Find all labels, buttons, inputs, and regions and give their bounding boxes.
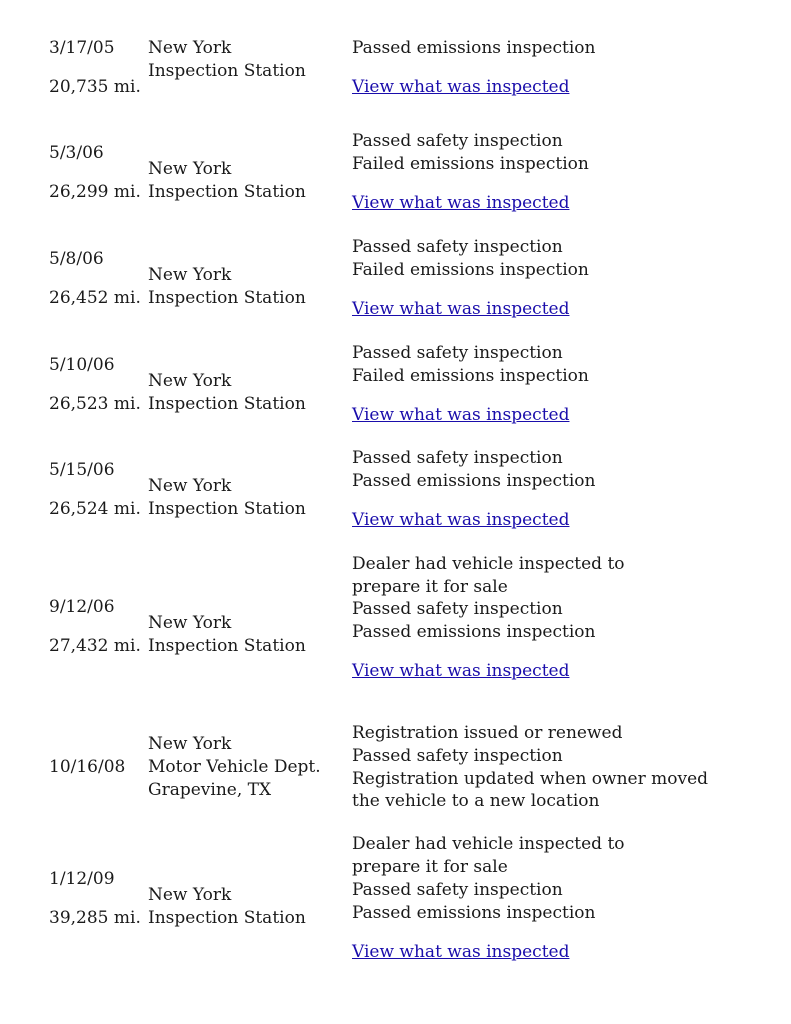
view-inspection-link[interactable]: View what was inspected bbox=[352, 193, 570, 213]
record-source-line: Inspection Station bbox=[148, 636, 306, 656]
record-source-line: New York bbox=[148, 734, 232, 754]
record-source-line: Inspection Station bbox=[148, 908, 306, 928]
record-date: 5/8/06 bbox=[49, 249, 104, 269]
record-detail-line: Registration issued or renewed bbox=[352, 723, 623, 743]
view-inspection-link[interactable]: View what was inspected bbox=[352, 661, 570, 681]
record-source-line: New York bbox=[148, 265, 232, 285]
record-date: 9/12/06 bbox=[49, 597, 115, 617]
record-source-line: New York bbox=[148, 159, 232, 179]
record-detail-line: prepare it for sale bbox=[352, 857, 508, 877]
record-source-line: Grapevine, TX bbox=[148, 780, 272, 800]
record-source-line: Motor Vehicle Dept. bbox=[148, 757, 321, 777]
record-detail-line: Passed emissions inspection bbox=[352, 903, 596, 923]
record-detail-line: Passed emissions inspection bbox=[352, 471, 596, 491]
record-detail-line: Passed safety inspection bbox=[352, 237, 563, 257]
record-detail-line: Passed safety inspection bbox=[352, 880, 563, 900]
record-detail-line: the vehicle to a new location bbox=[352, 791, 600, 811]
record-source-line: New York bbox=[148, 38, 232, 58]
record-mileage: 26,523 mi. bbox=[49, 394, 141, 414]
record-mileage: 27,432 mi. bbox=[49, 636, 141, 656]
record-source-line: Inspection Station bbox=[148, 288, 306, 308]
record-detail-line: Passed emissions inspection bbox=[352, 38, 596, 58]
record-detail-line: Failed emissions inspection bbox=[352, 366, 589, 386]
record-detail-line: Failed emissions inspection bbox=[352, 154, 589, 174]
record-date: 5/15/06 bbox=[49, 460, 115, 480]
record-date: 5/10/06 bbox=[49, 355, 115, 375]
record-mileage: 20,735 mi. bbox=[49, 77, 141, 97]
record-detail-line: Passed safety inspection bbox=[352, 343, 563, 363]
record-source-line: Inspection Station bbox=[148, 61, 306, 81]
view-inspection-link[interactable]: View what was inspected bbox=[352, 299, 570, 319]
record-source-line: New York bbox=[148, 885, 232, 905]
record-date: 5/3/06 bbox=[49, 143, 104, 163]
record-detail-line: Dealer had vehicle inspected to bbox=[352, 834, 625, 854]
view-inspection-link[interactable]: View what was inspected bbox=[352, 510, 570, 530]
view-inspection-link[interactable]: View what was inspected bbox=[352, 77, 570, 97]
record-mileage: 26,299 mi. bbox=[49, 182, 141, 202]
record-detail-line: Dealer had vehicle inspected to bbox=[352, 554, 625, 574]
record-detail-line: Failed emissions inspection bbox=[352, 260, 589, 280]
record-detail-line: Registration updated when owner moved bbox=[352, 769, 709, 789]
record-detail-line: Passed safety inspection bbox=[352, 746, 563, 766]
record-source-line: New York bbox=[148, 371, 232, 391]
record-date: 1/12/09 bbox=[49, 869, 115, 889]
record-mileage: 26,524 mi. bbox=[49, 499, 141, 519]
record-source-line: New York bbox=[148, 613, 232, 633]
view-inspection-link[interactable]: View what was inspected bbox=[352, 405, 570, 425]
record-date: 3/17/05 bbox=[49, 38, 115, 58]
record-detail-line: Passed safety inspection bbox=[352, 131, 563, 151]
record-mileage: 39,285 mi. bbox=[49, 908, 141, 928]
record-detail-line: Passed emissions inspection bbox=[352, 622, 596, 642]
record-date: 10/16/08 bbox=[49, 757, 126, 777]
record-detail-line: Passed safety inspection bbox=[352, 599, 563, 619]
record-source-line: Inspection Station bbox=[148, 182, 306, 202]
record-detail-line: prepare it for sale bbox=[352, 577, 508, 597]
record-detail-line: Passed safety inspection bbox=[352, 448, 563, 468]
view-inspection-link[interactable]: View what was inspected bbox=[352, 942, 570, 962]
record-source-line: Inspection Station bbox=[148, 394, 306, 414]
record-mileage: 26,452 mi. bbox=[49, 288, 141, 308]
record-source-line: New York bbox=[148, 476, 232, 496]
record-source-line: Inspection Station bbox=[148, 499, 306, 519]
